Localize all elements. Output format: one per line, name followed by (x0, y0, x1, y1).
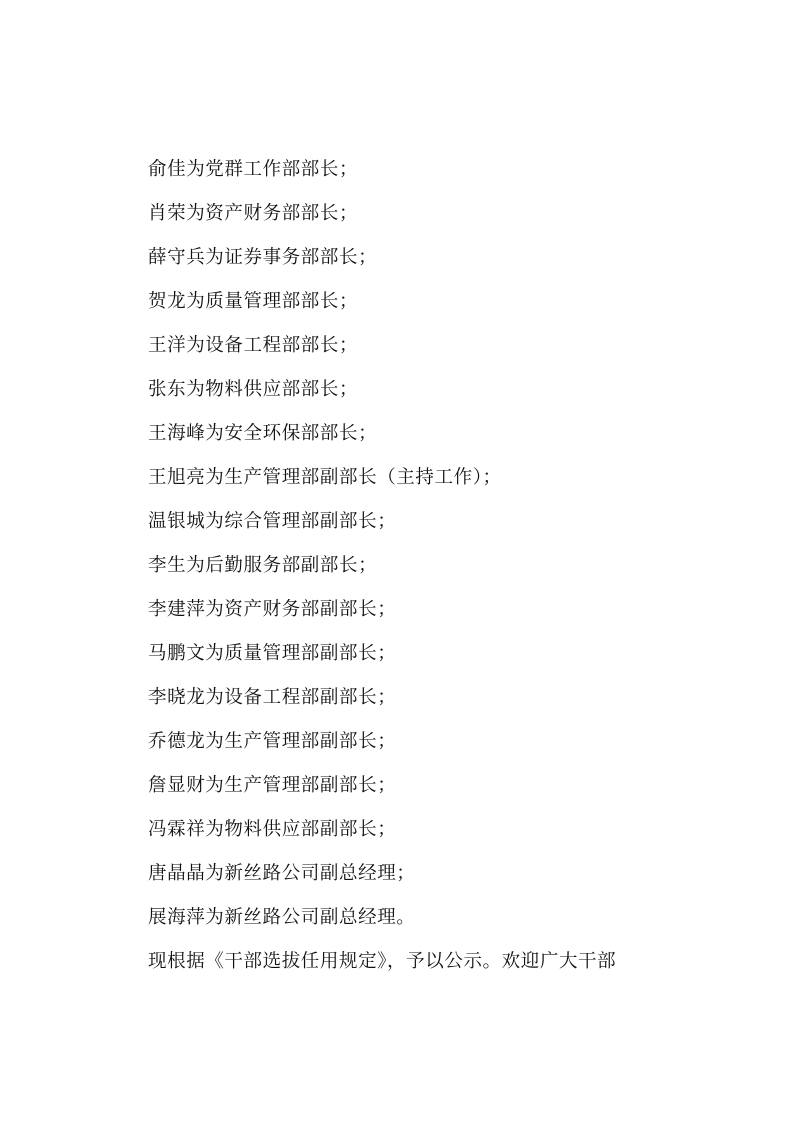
paragraph: 薛守兵为证券事务部部长； (148, 247, 378, 268)
paragraph: 贺龙为质量管理部部长； (148, 291, 359, 312)
paragraph: 温银城为综合管理部副部长； (148, 511, 397, 532)
paragraph: 詹显财为生产管理部副部长； (148, 775, 397, 796)
paragraph: 马鹏文为质量管理部副部长； (148, 643, 397, 664)
paragraph: 冯霖祥为物料供应部副部长； (148, 819, 397, 840)
paragraph: 唐晶晶为新丝路公司副总经理； (148, 863, 416, 884)
paragraph: 现根据《干部选拔任用规定》，予以公示。欢迎广大干部 (148, 951, 617, 972)
paragraph: 王旭亮为生产管理部副部长（主持工作）； (148, 467, 502, 488)
paragraph: 张东为物料供应部部长； (148, 379, 359, 400)
paragraph: 乔德龙为生产管理部副部长； (148, 731, 397, 752)
paragraph: 李建萍为资产财务部副部长； (148, 599, 397, 620)
document-body (148, 148, 697, 984)
paragraph: 李生为后勤服务部副部长； (148, 555, 378, 576)
paragraph: 俞佳为党群工作部部长； (148, 159, 359, 180)
paragraph: 王海峰为安全环保部部长； (148, 423, 378, 444)
paragraph: 展海萍为新丝路公司副总经理。 (148, 907, 416, 928)
paragraph: 肖荣为资产财务部部长； (148, 203, 359, 224)
paragraph: 王洋为设备工程部部长； (148, 335, 359, 356)
paragraph: 李晓龙为设备工程部副部长； (148, 687, 397, 708)
